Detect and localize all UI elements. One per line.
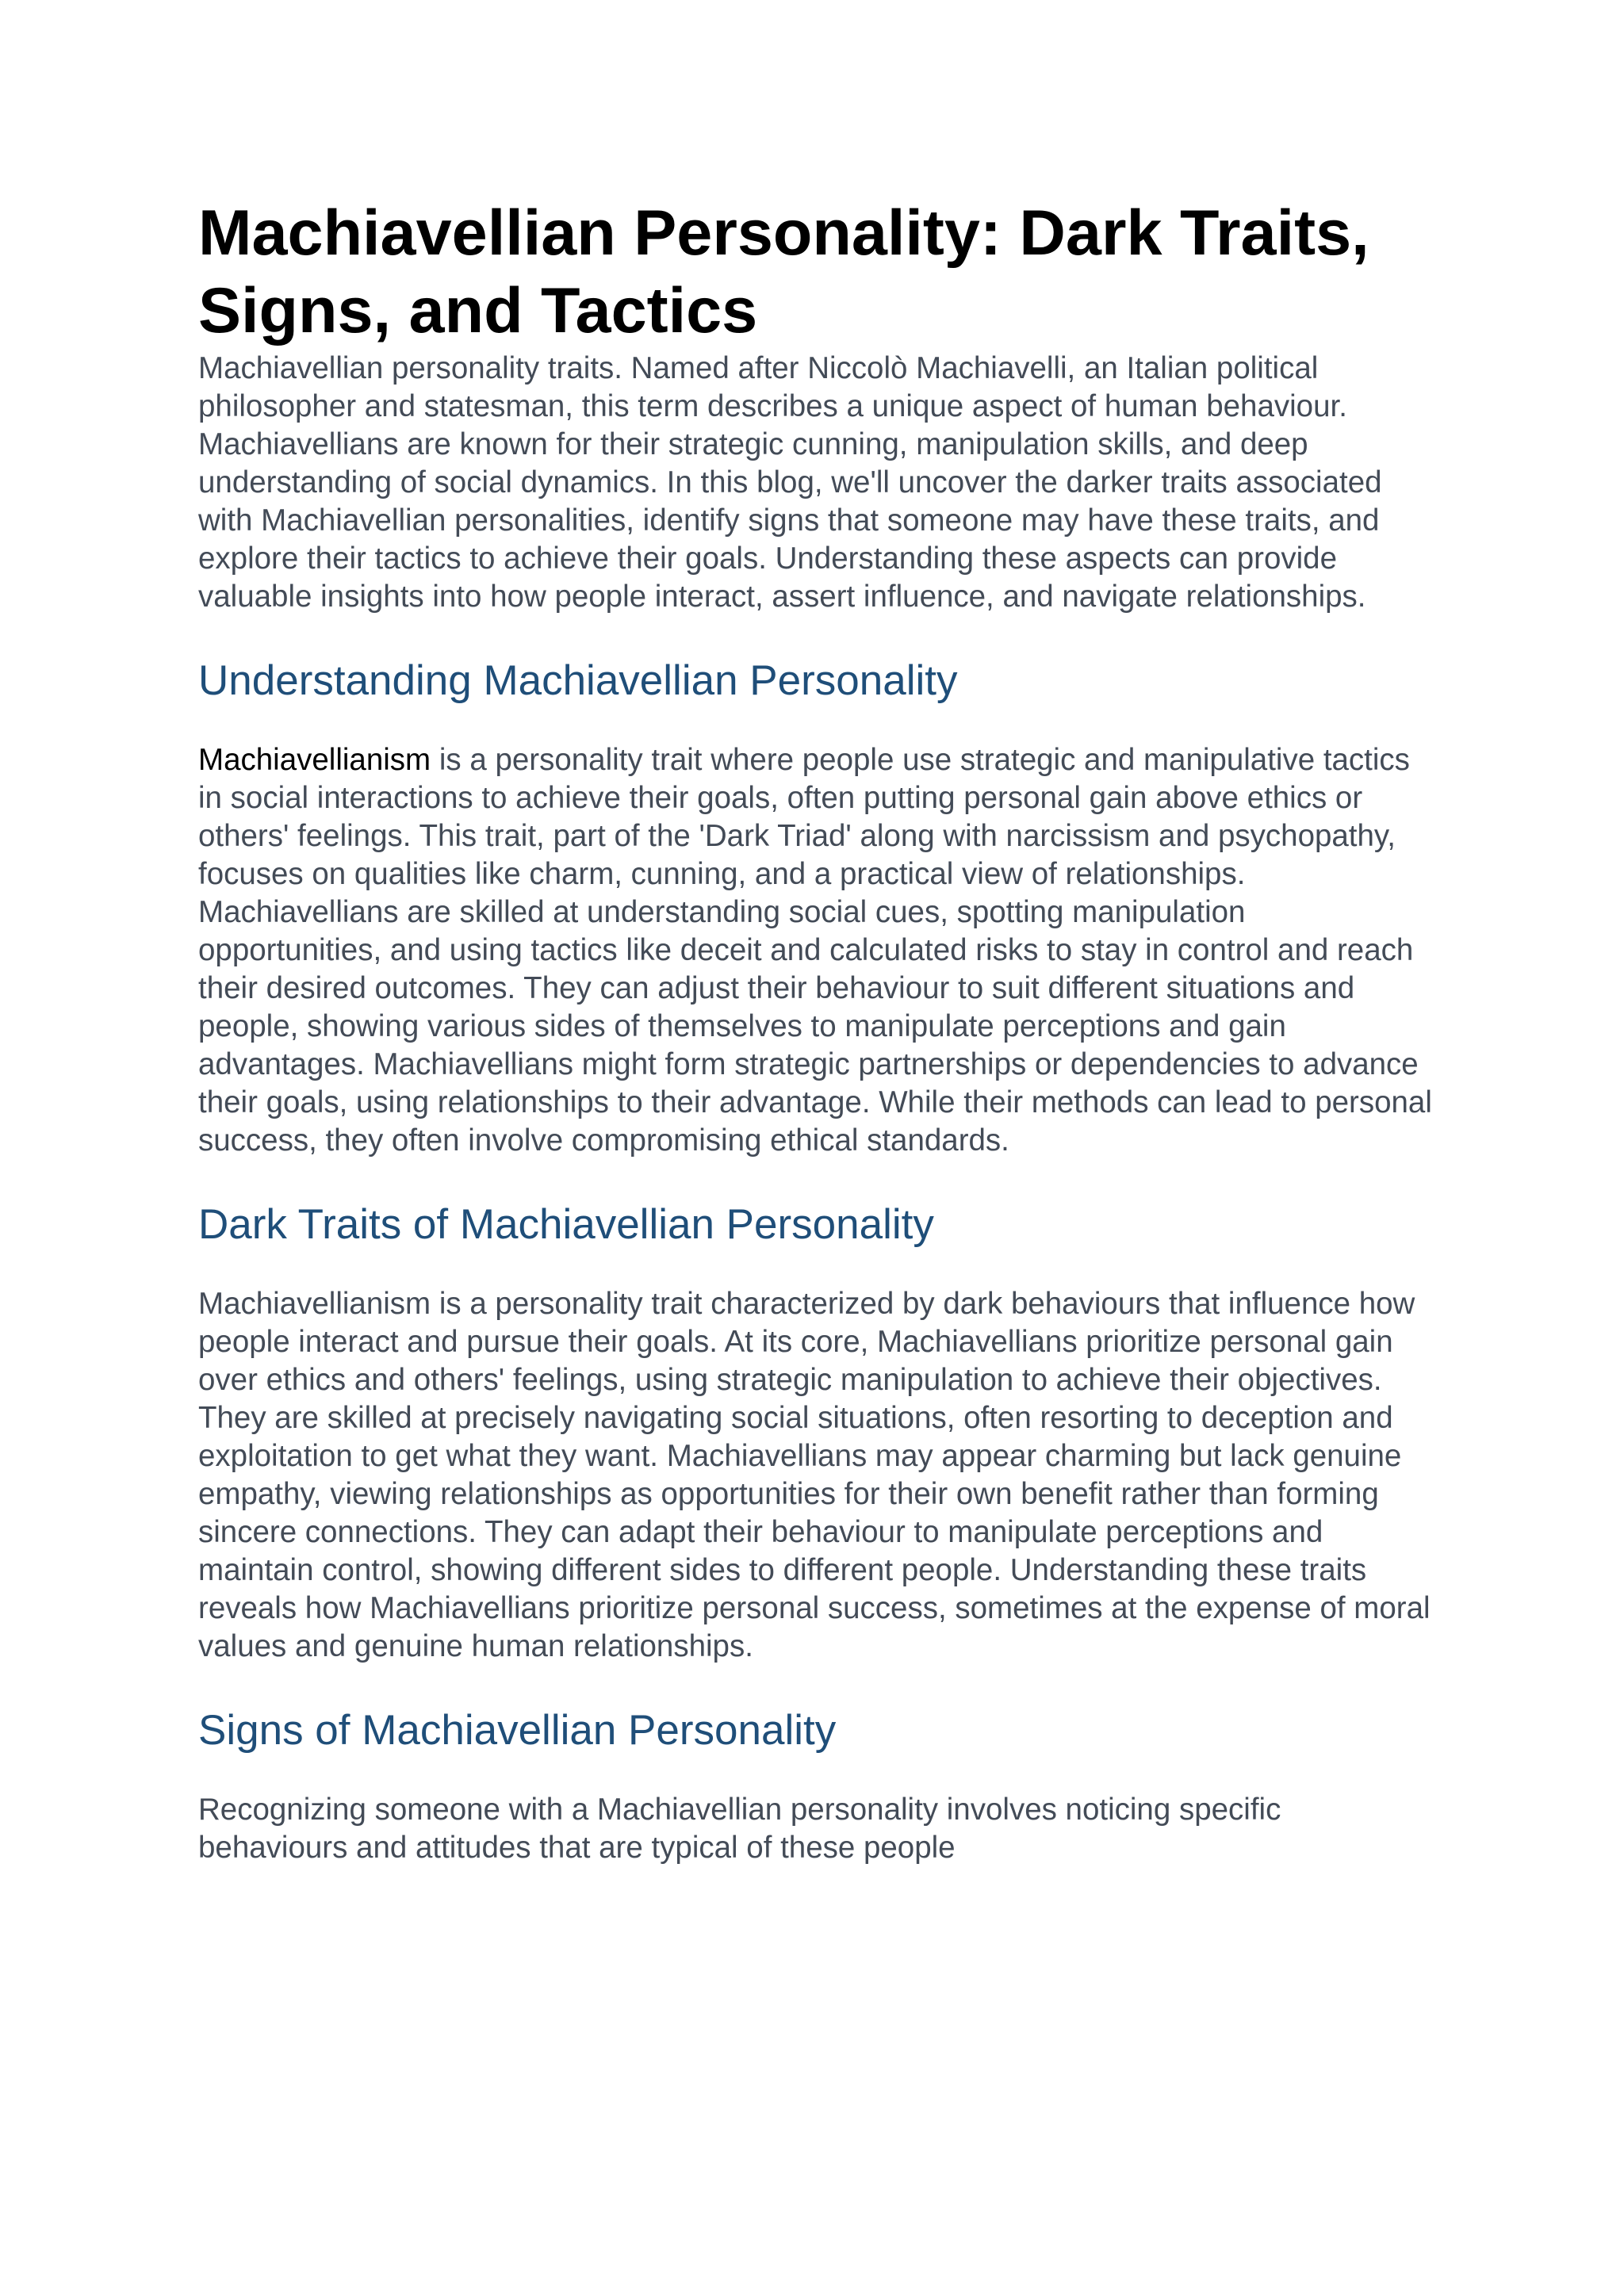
- term-machiavellianism: Machiavellianism: [198, 743, 431, 777]
- section-heading-signs: Signs of Machiavellian Personality: [198, 1707, 837, 1754]
- section-heading-understanding: Understanding Machiavellian Personality: [198, 657, 958, 704]
- document-title: Machiavellian Personality: Dark Traits, Signs, and Tactics: [198, 197, 1369, 346]
- section-body-understanding-text: is a personality trait where people use strategic and manipulative tactics in social interactions to achieve their goals, often putting personal gain above ethics or others' feelings. This trait, part of the 'Dark Triad' along with narcissism and psychopathy, focuses on qualities like charm, cunning, and a practical view of relationships. Machiavellians are skilled at understanding social cues, spotting manipulation opportunities, and using tactics like deceit and calculated risks to stay in control and reach their desired outcomes. They can adjust their behaviour to suit different situations and people, showing various sides of themselves to manipulate perceptions and gain advantages. Machiavellians might form strategic partnerships or dependencies to advance their goals, using relationships to their advantage. While their methods can lead to personal success, they often involve compromising ethical standards.: [198, 743, 1432, 1158]
- section-heading-dark-traits: Dark Traits of Machiavellian Personality: [198, 1201, 934, 1248]
- section-body-understanding: [198, 741, 1435, 1160]
- intro-paragraph: Machiavellian personality traits. Named after Niccolò Machiavelli, an Italian political philosopher and statesman, this term describes a unique aspect of human behaviour. Machiavellians are known for their strategic cunning, manipulation skills, and deep understanding of social dynamics. In this blog, we'll uncover the darker traits associated with Machiavellian personalities, identify signs that someone may have these traits, and explore their tactics to achieve their goals. Understanding these aspects can provide valuable insights into how people interact, assert influence, and navigate relationships.: [198, 351, 1382, 614]
- section-body-dark-traits: Machiavellianism is a personality trait characterized by dark behaviours that influence how people interact and pursue their goals. At its core, Machiavellians prioritize personal gain over ethics and others' feelings, using strategic manipulation to achieve their objectives. They are skilled at precisely navigating social situations, often resorting to deception and exploitation to get what they want. Machiavellians may appear charming but lack genuine empathy, viewing relationships as opportunities for their own benefit rather than forming sincere connections. They can adapt their behaviour to manipulate perceptions and maintain control, showing different sides to different people. Understanding these traits reveals how Machiavellians prioritize personal success, sometimes at the expense of moral values and genuine human relationships.: [198, 1287, 1431, 1663]
- document-page: [198, 194, 1435, 1867]
- section-body-signs: Recognizing someone with a Machiavellian personality involves noticing specific behaviours and attitudes that are typical of these people: [198, 1793, 1281, 1865]
